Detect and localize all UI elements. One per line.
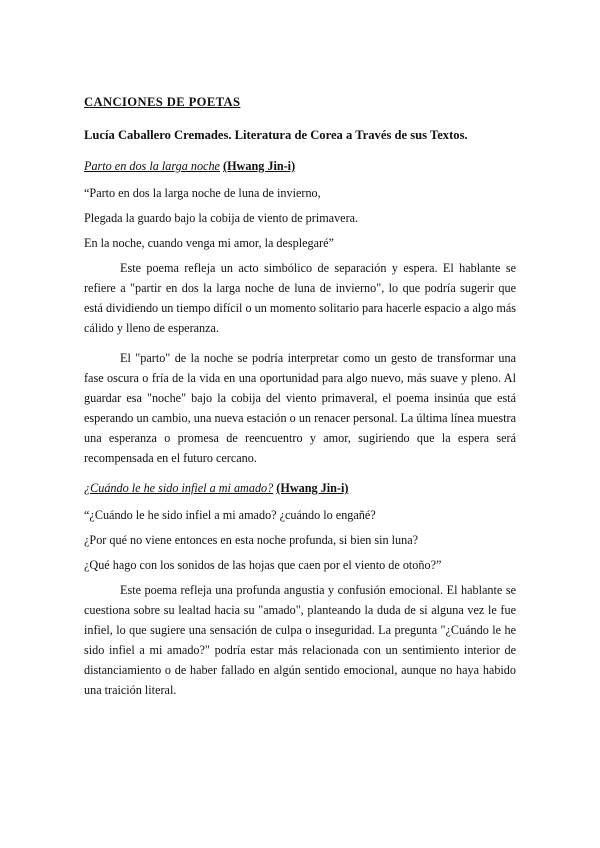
verse-line: ¿Qué hago con los sonidos de las hojas que caen por el viento de otoño?” xyxy=(84,558,442,572)
poem-heading-2 xyxy=(84,478,516,498)
verse-line: En la noche, cuando venga mi amor, la desplegaré” xyxy=(84,236,334,250)
document-page xyxy=(84,92,516,710)
verse-line: Plegada la guardo bajo la cobija de viento de primavera. xyxy=(84,211,359,225)
author-line: Lucía Caballero Cremades. Literatura de Corea a Través de sus Textos. xyxy=(84,128,468,142)
document-title: CANCIONES DE POETAS xyxy=(84,95,241,109)
poem-title: Parto en dos la larga noche xyxy=(84,159,220,173)
poem-author: (Hwang Jin-i) xyxy=(223,159,296,173)
commentary-paragraph: Este poema refleja un acto simbólico de separación y espera. El hablante se refiere a "partir en dos la larga noche de luna de invierno", lo que podría sugerir que está dividiendo un tiempo difícil o un momento solitario para hacerle espacio a algo más cálido y lleno de esperanza. xyxy=(84,261,516,335)
commentary-paragraph: El "parto" de la noche se podría interpretar como un gesto de transformar una fase oscura o fría de la vida en una oportunidad para algo nuevo, más suave y pleno. Al guardar esa "noche" bajo la cobija del viento primaveral, el poema insinúa que está esperando un cambio, una nueva estación o un renacer personal. La última línea muestra una esperanza o promesa de reencuentro y amor, sugiriendo que la espera será recompensada en el futuro cercano. xyxy=(84,351,516,465)
poem-title: ¿Cuándo le he sido infiel a mi amado? xyxy=(84,481,274,495)
verse-line: “Parto en dos la larga noche de luna de invierno, xyxy=(84,186,321,200)
poem-author: (Hwang Jin-i) xyxy=(276,481,349,495)
verse-line: “¿Cuándo le he sido infiel a mi amado? ¿cuándo lo engañé? xyxy=(84,508,376,522)
verse-line: ¿Por qué no viene entonces en esta noche profunda, si bien sin luna? xyxy=(84,533,419,547)
commentary-paragraph: Este poema refleja una profunda angustia y confusión emocional. El hablante se cuestiona sobre su lealtad hacia su "amado", planteando la duda de si alguna vez le fue infiel, lo que sugiere una sensación de culpa o inseguridad. La pregunta "¿Cuándo le he sido infiel a mi amado?" podría estar más relacionada con un sentimiento interior de distanciamiento o de haber fallado en algún sentido emocional, aunque no haya habido una traición literal. xyxy=(84,583,516,697)
poem-heading-1 xyxy=(84,156,516,176)
